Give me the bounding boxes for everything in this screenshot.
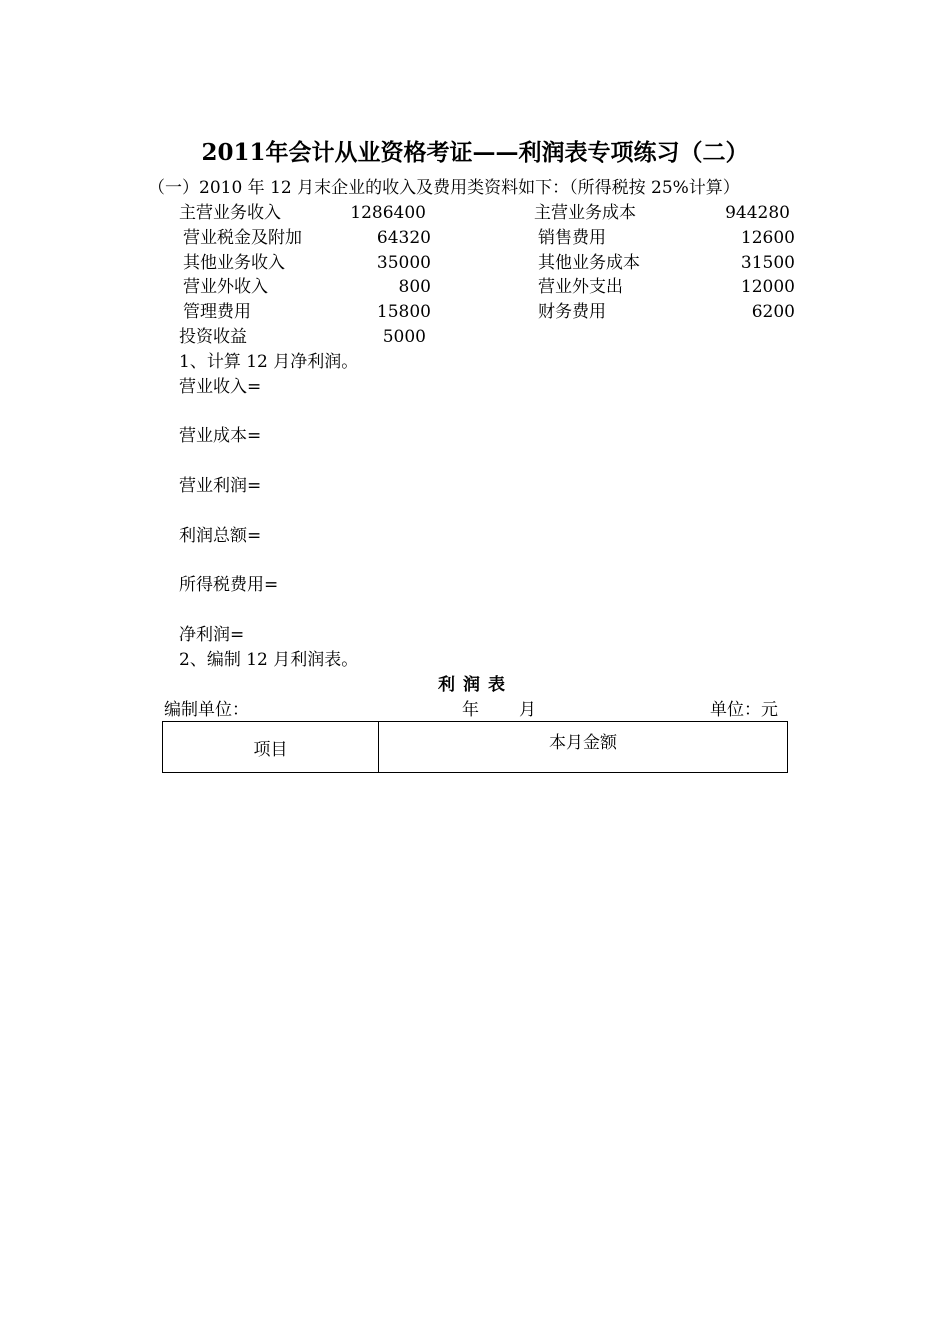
formula-operating-cost: 营业成本= [179,426,262,446]
item-label-left: 其他业务收入 [183,253,285,273]
item-value-right: 12600 [740,228,795,248]
item-label-right: 主营业务成本 [534,203,636,223]
item-value-left: 5000 [382,327,426,347]
prepared-by-label: 编制单位： [164,700,249,720]
question-2: 2、编制 12 月利润表。 [179,650,359,670]
currency-unit-label: 单位：元 [710,700,778,720]
formula-total-profit: 利润总额= [179,526,262,546]
question-1: 1、计算 12 月净利润。 [179,352,359,372]
item-label-left: 营业税金及附加 [183,228,302,248]
item-label-right: 财务费用 [538,302,606,322]
report-title: 利润表 [438,675,513,695]
page-title: 2011年会计从业资格考证——利润表专项练习（二） [201,139,749,166]
item-label-left: 营业外收入 [183,277,268,297]
item-value-right: 12000 [740,277,795,297]
item-value-left: 15800 [376,302,431,322]
item-label-left: 管理费用 [183,302,251,322]
item-label-right: 营业外支出 [538,277,623,297]
item-value-left: 800 [398,277,431,297]
header-item: 项目 [163,722,379,773]
item-label-right: 其他业务成本 [538,253,640,273]
month-label: 月 [519,700,536,720]
income-statement-table [162,721,788,773]
section-intro: （一）2010 年 12 月末企业的收入及费用类资料如下：（所得税按 25%计算） [148,178,740,198]
table-header-row [163,722,788,773]
year-label: 年 [462,700,479,720]
item-label-left: 主营业务收入 [179,203,281,223]
formula-income-tax: 所得税费用= [179,575,279,595]
formula-net-profit: 净利润= [179,625,245,645]
item-value-left: 1286400 [350,203,426,223]
header-current-month-amount: 本月金额 [379,722,788,773]
formula-operating-profit: 营业利润= [179,476,262,496]
item-value-right: 944280 [725,203,790,223]
formula-operating-revenue: 营业收入= [179,377,262,397]
item-label-left: 投资收益 [179,327,247,347]
item-value-left: 35000 [376,253,431,273]
item-value-left: 64320 [376,228,431,248]
item-value-right: 6200 [751,302,795,322]
item-label-right: 销售费用 [538,228,606,248]
item-value-right: 31500 [740,253,795,273]
